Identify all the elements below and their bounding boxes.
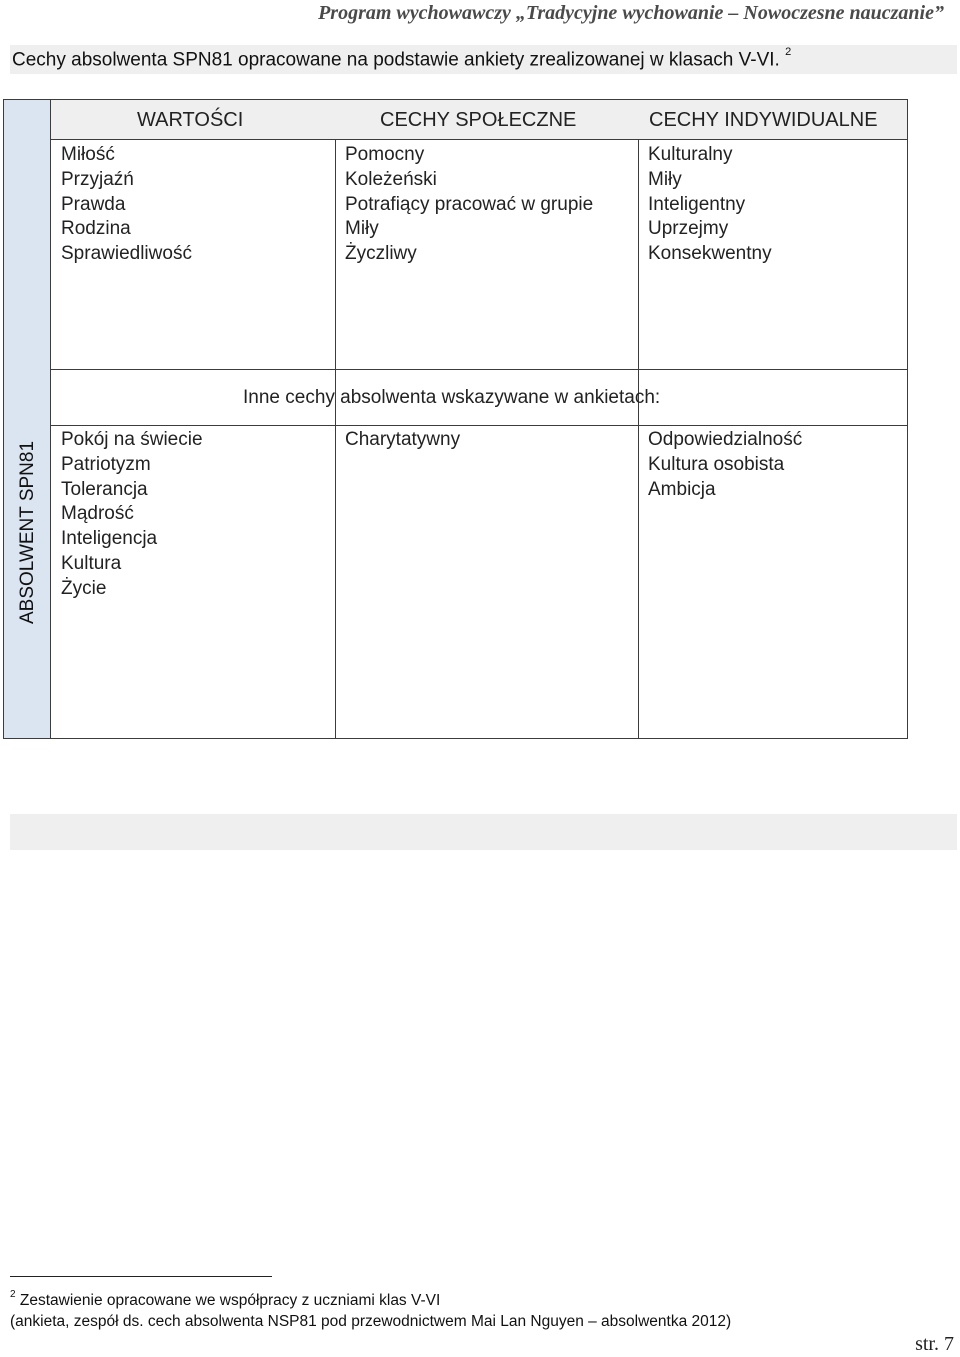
- page-number: str. 7: [915, 1333, 954, 1355]
- column-header-values: WARTOŚCI: [137, 109, 244, 131]
- list-item: Sprawiedliwość: [61, 243, 192, 265]
- list-item: Kultura osobista: [648, 453, 785, 475]
- other-traits-label: Inne cechy absolwenta wskazywane w ankietach:: [243, 387, 661, 408]
- footnote-separator: [10, 1276, 272, 1277]
- side-label: ABSOLWENT SPN81: [17, 440, 38, 624]
- list-item: Koleżeński: [345, 168, 437, 190]
- other-social-list: [345, 428, 460, 453]
- column-divider: [638, 140, 639, 739]
- row-divider: [51, 425, 908, 426]
- list-item: Przyjaźń: [61, 168, 134, 190]
- list-item: Konsekwentny: [648, 243, 772, 265]
- list-item: Miłość: [61, 144, 115, 165]
- social-traits-list: [345, 143, 593, 267]
- other-individual-list: [648, 428, 802, 502]
- individual-traits-list: [648, 143, 772, 267]
- table-header-row: [51, 99, 908, 140]
- footnote-line-1: $^2$ Zestawienie opracowane we współpracy z uczniami klas V-VI: [10, 1289, 441, 1310]
- section-heading: [12, 46, 792, 71]
- footnote-line-2: (ankieta, zespół ds. cech absolwenta NSP81 pod przewodnictwem Mai Lan Nguyen – absolwentka 2012): [10, 1313, 732, 1331]
- column-divider: [335, 140, 336, 739]
- list-item: Miły: [648, 168, 682, 190]
- list-item: Charytatywny: [345, 429, 461, 450]
- table-bottom-border: [51, 738, 908, 739]
- list-item: Miły: [345, 218, 379, 240]
- footnote-reference: 2: [785, 46, 792, 58]
- list-item: Kultura: [61, 552, 122, 574]
- column-header-individual: CECHY INDYWIDUALNE: [649, 109, 878, 131]
- list-item: Życzliwy: [345, 243, 417, 265]
- list-item: Inteligentny: [648, 193, 746, 215]
- row-divider: [51, 369, 908, 370]
- list-item: Odpowiedzialność: [648, 429, 803, 450]
- list-item: Tolerancja: [61, 478, 148, 500]
- empty-section-band: [10, 814, 957, 850]
- graduate-traits-table: [3, 99, 908, 739]
- other-values-list: [61, 428, 203, 602]
- list-item: Rodzina: [61, 218, 131, 240]
- footnote: [10, 1286, 731, 1332]
- section-heading-text: Cechy absolwenta SPN81 opracowane na podstawie ankiety zrealizowanej w klasach V-VI.: [12, 49, 780, 71]
- column-header-social: CECHY SPOŁECZNE: [380, 109, 577, 131]
- list-item: Kulturalny: [648, 144, 733, 165]
- document-header-title: Program wychowawczy „Tradycyjne wychowanie – Nowoczesne nauczanie”: [318, 2, 944, 24]
- footnote-number: 2: [10, 1289, 16, 1300]
- list-item: Pomocny: [345, 144, 425, 165]
- list-item: Mądrość: [61, 503, 134, 525]
- list-item: Ambicja: [648, 478, 716, 500]
- values-list: [61, 143, 192, 267]
- list-item: Uprzejmy: [648, 218, 729, 240]
- table-right-border: [907, 99, 908, 739]
- list-item: Patriotyzm: [61, 453, 151, 475]
- list-item: Potrafiący pracować w grupie: [345, 193, 594, 215]
- side-label-column: [3, 99, 51, 739]
- list-item: Prawda: [61, 193, 126, 215]
- list-item: Inteligencja: [61, 528, 158, 550]
- list-item: Pokój na świecie: [61, 429, 203, 450]
- list-item: Życie: [61, 577, 107, 599]
